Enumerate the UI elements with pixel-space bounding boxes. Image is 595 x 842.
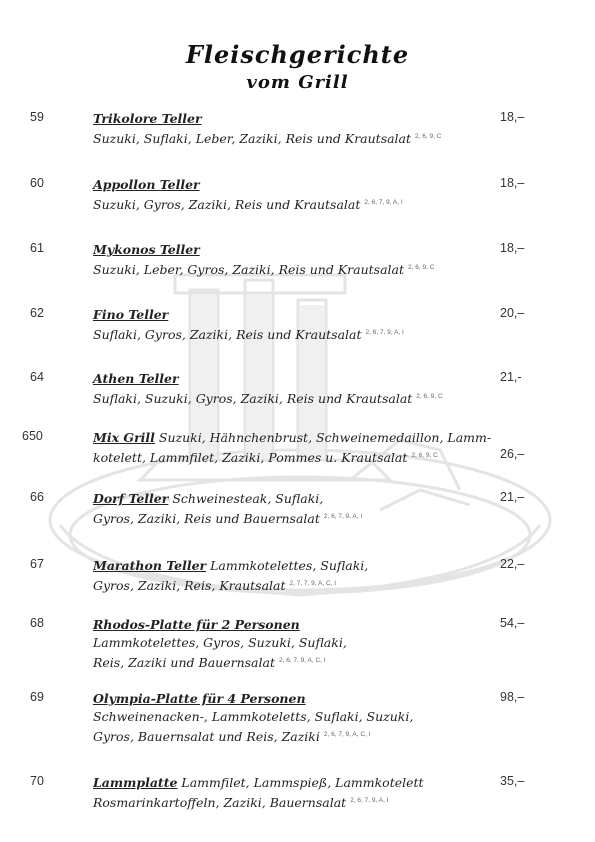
item-description: Suzuki, Suflaki, Leber, Zaziki, Reis und Krautsalat	[93, 131, 412, 147]
item-price: 18,–	[500, 176, 525, 190]
allergen-codes: 2, 6, 7, 9, A, I	[364, 199, 403, 206]
item-description-2: Gyros, Bauernsalat und Reis, Zaziki	[93, 729, 320, 745]
item-number: 62	[30, 306, 44, 320]
allergen-codes: 2, 6, 7, 9, A, I	[365, 329, 404, 336]
item-description-first: Lammfilet, Lammspieß, Lammkotelett	[181, 775, 424, 790]
item-number: 64	[30, 370, 44, 384]
allergen-codes: 2, 7, 7, 9, A, C, I	[289, 580, 337, 587]
item-name: Olympia-Platte für 4 Personen	[93, 691, 306, 706]
item-name: Fino Teller	[93, 307, 169, 322]
item-description-first: Schweinesteak, Suflaki,	[172, 491, 324, 506]
item-number: 650	[22, 429, 43, 443]
page-title: Fleischgerichte	[185, 40, 410, 69]
item-description: Suzuki, Leber, Gyros, Zaziki, Reis und Krautsalat	[93, 262, 405, 278]
item-price: 21,–	[500, 490, 525, 504]
allergen-codes: 2, 6, 7, 9, A, I	[323, 513, 363, 520]
item-number: 60	[30, 176, 44, 190]
allergen-codes: 2, 6, 9, C	[415, 133, 442, 140]
allergen-codes: 2, 6, 7, 9, A, C, I	[278, 657, 326, 664]
item-name: Rhodos-Platte für 2 Personen	[93, 617, 300, 632]
item-price: 18,–	[500, 241, 525, 255]
allergen-codes: 2, 6, 7, 9, A, C, I	[323, 731, 371, 738]
item-description: Suflaki, Gyros, Zaziki, Reis und Krautsalat	[93, 327, 362, 343]
item-name: Appollon Teller	[93, 177, 200, 192]
item-number: 69	[30, 690, 44, 704]
item-name: Marathon Teller	[93, 558, 207, 573]
item-number: 67	[30, 557, 44, 571]
item-number: 61	[30, 241, 44, 255]
item-price: 54,–	[500, 616, 525, 630]
item-name: Trikolore Teller	[93, 111, 202, 126]
item-description: Schweinenacken-, Lammkoteletts, Suflaki, Suzuki,	[93, 709, 414, 724]
item-price: 18,–	[500, 110, 525, 124]
item-name: Mykonos Teller	[93, 242, 200, 257]
item-description: Suflaki, Suzuki, Gyros, Zaziki, Reis und Krautsalat	[93, 391, 413, 407]
item-description-first: Suzuki, Hähnchenbrust, Schweinemedaillon, Lamm-	[158, 430, 492, 445]
item-description: Lammkotelettes, Gyros, Suzuki, Suflaki,	[93, 635, 347, 650]
item-name: Lammplatte	[93, 775, 178, 790]
item-description: Gyros, Zaziki, Reis, Krautsalat	[93, 578, 286, 594]
item-description: Gyros, Zaziki, Reis und Bauernsalat	[93, 511, 320, 527]
item-number: 68	[30, 616, 44, 630]
item-price: 35,–	[500, 774, 525, 788]
item-price: 20,–	[500, 306, 525, 320]
item-price: 21,-	[500, 370, 522, 384]
item-name: Athen Teller	[93, 371, 179, 386]
allergen-codes: 2, 6, 7, 9, A, I	[350, 797, 389, 804]
item-description-2: Reis, Zaziki und Bauernsalat	[93, 655, 275, 671]
allergen-codes: 2, 6, 9, C	[408, 264, 435, 271]
item-name: Dorf Teller	[93, 491, 169, 506]
item-description: kotelett, Lammfilet, Zaziki, Pommes u. Krautsalat	[93, 450, 408, 466]
page-subtitle: vom Grill	[246, 72, 349, 93]
item-description: Suzuki, Gyros, Zaziki, Reis und Krautsalat	[93, 197, 361, 213]
allergen-codes: 2, 6, 9, C	[411, 452, 438, 459]
item-number: 70	[30, 774, 44, 788]
item-number: 66	[30, 490, 44, 504]
item-description: Rosmarinkartoffeln, Zaziki, Bauernsalat	[93, 795, 347, 811]
item-description-first: Lammkotelettes, Suflaki,	[210, 558, 369, 573]
item-number: 59	[30, 110, 44, 124]
item-price: 22,–	[500, 557, 525, 571]
allergen-codes: 2, 6, 9, C	[416, 393, 443, 400]
item-price: 26,–	[500, 447, 525, 461]
item-price: 98,–	[500, 690, 525, 704]
item-name: Mix Grill	[93, 430, 155, 445]
